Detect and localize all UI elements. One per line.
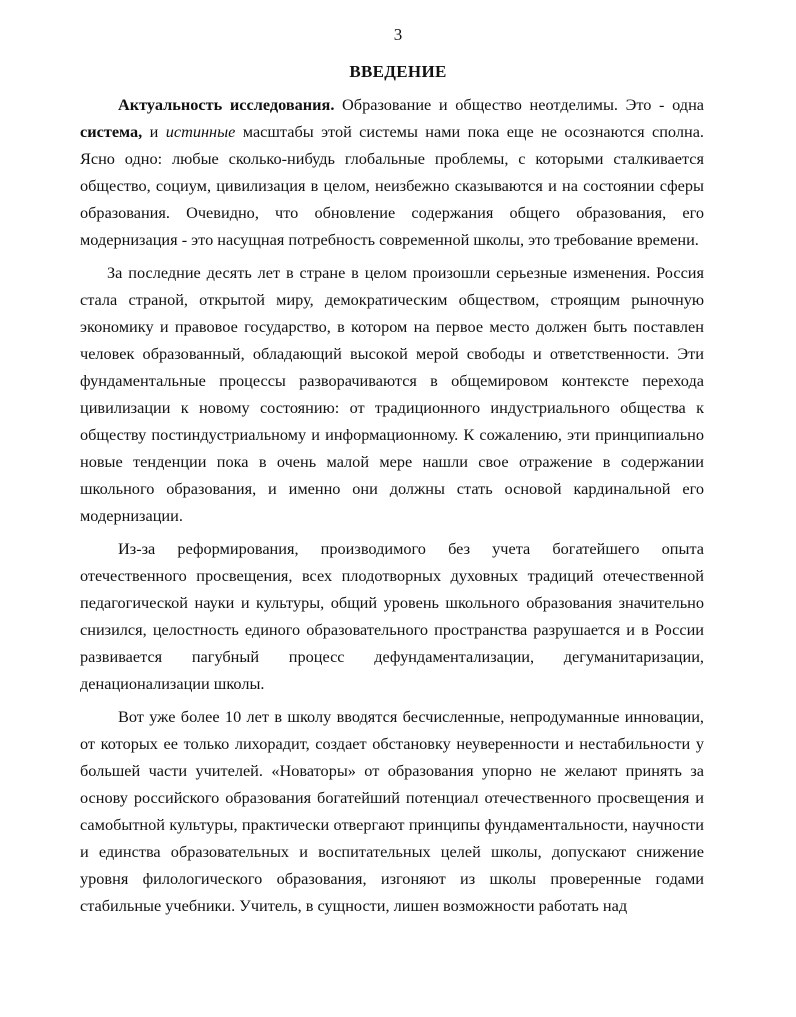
page-number: 3 [393,25,403,44]
paragraph-text: масштабы этой системы нами пока еще не осознаются сполна. Ясно одно: любые сколько-нибудь глобальные проблемы, с которыми сталкивается общество, социум, цивилизация в целом, неизбежно сказываются и на состоянии сферы образования. Очевидно, что обновление содержания общего образования, его модернизация - это насущная потребность современной школы, это требование времени. [80,122,704,249]
paragraph-changes: За последние десять лет в стране в целом произошли серьезные изменения. Россия стала страной, открытой миру, демократическим обществом, строящим рыночную экономику и правовое государство, в котором на первое место должен быть поставлен человек образованный, обладающий высокой мерой свободы и ответственности. Эти фундаментальные процессы разворачиваются в общемировом контексте перехода цивилизации к новому состоянию: от традиционного индустриального общества к обществу постиндустриальному и информационному. К сожалению, эти принципиально новые тенденции пока в очень малой мере нашли свое отражение в содержании школьного образования, и именно они должны стать основой кардинальной его модернизации. [80,263,704,525]
paragraph-text: и [142,122,166,141]
paragraph-text: Образование и общество неотделимы. Это - одна [334,95,705,114]
relevance-lead: Актуальность исследования. [118,95,335,114]
emphasis-system: система, [80,122,143,141]
paragraph-reform: Из-за реформирования, производимого без учета богатейшего опыта отечественного просвещения, всех плодотворных духовных традиций отечественной педагогической науки и культуры, общий уровень школьного образования значительно снизился, целостность единого образовательного пространства разрушается и в России развивается пагубный процесс дефундаментализации, дегуманитаризации, денационализации школы. [80,539,704,693]
emphasis-true: истинные [165,122,236,141]
section-title: ВВЕДЕНИЕ [349,62,447,81]
body-text [80,91,704,919]
paragraph-relevance [80,91,704,253]
paragraph-innovations: Вот уже более 10 лет в школу вводятся бесчисленные, непродуманные инновации, от которых ее только лихорадит, создает обстановку неуверенности и нестабильности у большей части учителей. «Новаторы» от образования упорно не желают принять за основу российского образования богатейший потенциал отечественного просвещения и самобытной культуры, практически отвергают принципы фундаментальности, научности и единства образовательных и воспитательных целей школы, допускают снижение уровня филологического образования, изгоняют из школы проверенные годами стабильные учебники. Учитель, в сущности, лишен возможности работать над [80,707,704,915]
